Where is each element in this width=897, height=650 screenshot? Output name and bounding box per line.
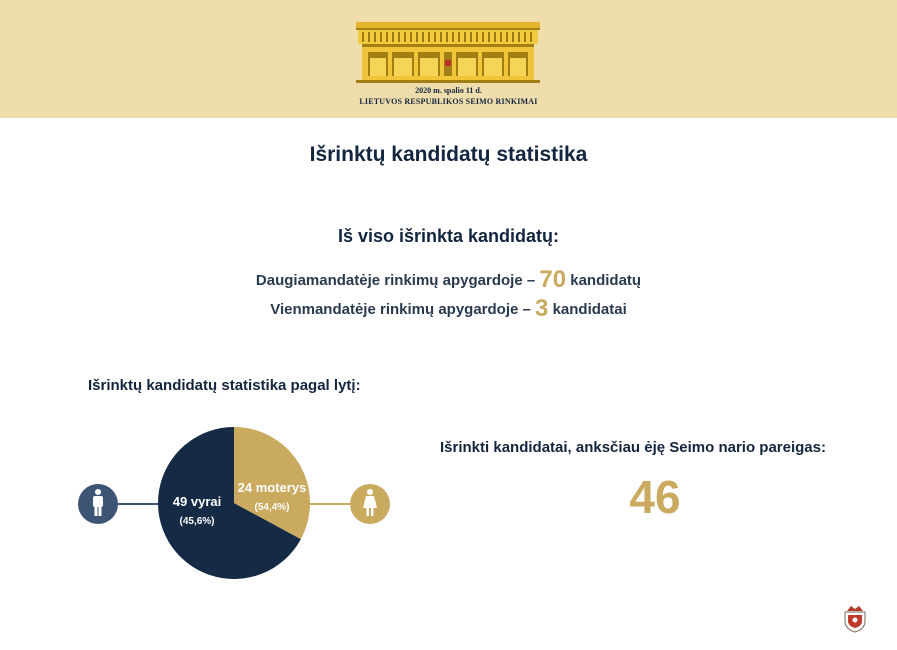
single-member-count: 3 [535, 295, 549, 322]
multi-member-count: 70 [539, 266, 567, 293]
pie-percent-men: (45,6%) [179, 516, 215, 527]
pie-label-men: 49 vyrai [172, 494, 222, 509]
woman-icon [350, 484, 390, 524]
election-title: LIETUVOS RESPUBLIKOS SEIMO RINKIMAI [359, 97, 538, 106]
chart-title: Išrinktų kandidatų statistika pagal lytį: [88, 377, 361, 394]
pie-percent-women: (54,4%) [254, 502, 290, 513]
coat-of-arms-icon [843, 603, 867, 633]
pie-label-women: 24 moterys [237, 480, 307, 495]
man-icon [78, 484, 118, 524]
single-member-prefix: Vienmandatėje rinkimų apygardoje – [270, 301, 531, 318]
election-date: 2020 m. spalio 11 d. [415, 86, 482, 95]
incumbents-heading: Išrinkti kandidatai, anksčiau ėję Seimo nario pareigas: [440, 439, 826, 456]
multi-member-prefix: Daugiamandatėje rinkimų apygardoje – [255, 272, 536, 289]
totals-heading: Iš viso išrinkta kandidatų: [337, 226, 560, 246]
incumbents-count: 46 [629, 471, 681, 523]
multi-member-suffix: kandidatų [570, 272, 642, 289]
single-member-suffix: kandidatai [552, 301, 627, 318]
page-title: Išrinktų kandidatų statistika [309, 143, 588, 166]
